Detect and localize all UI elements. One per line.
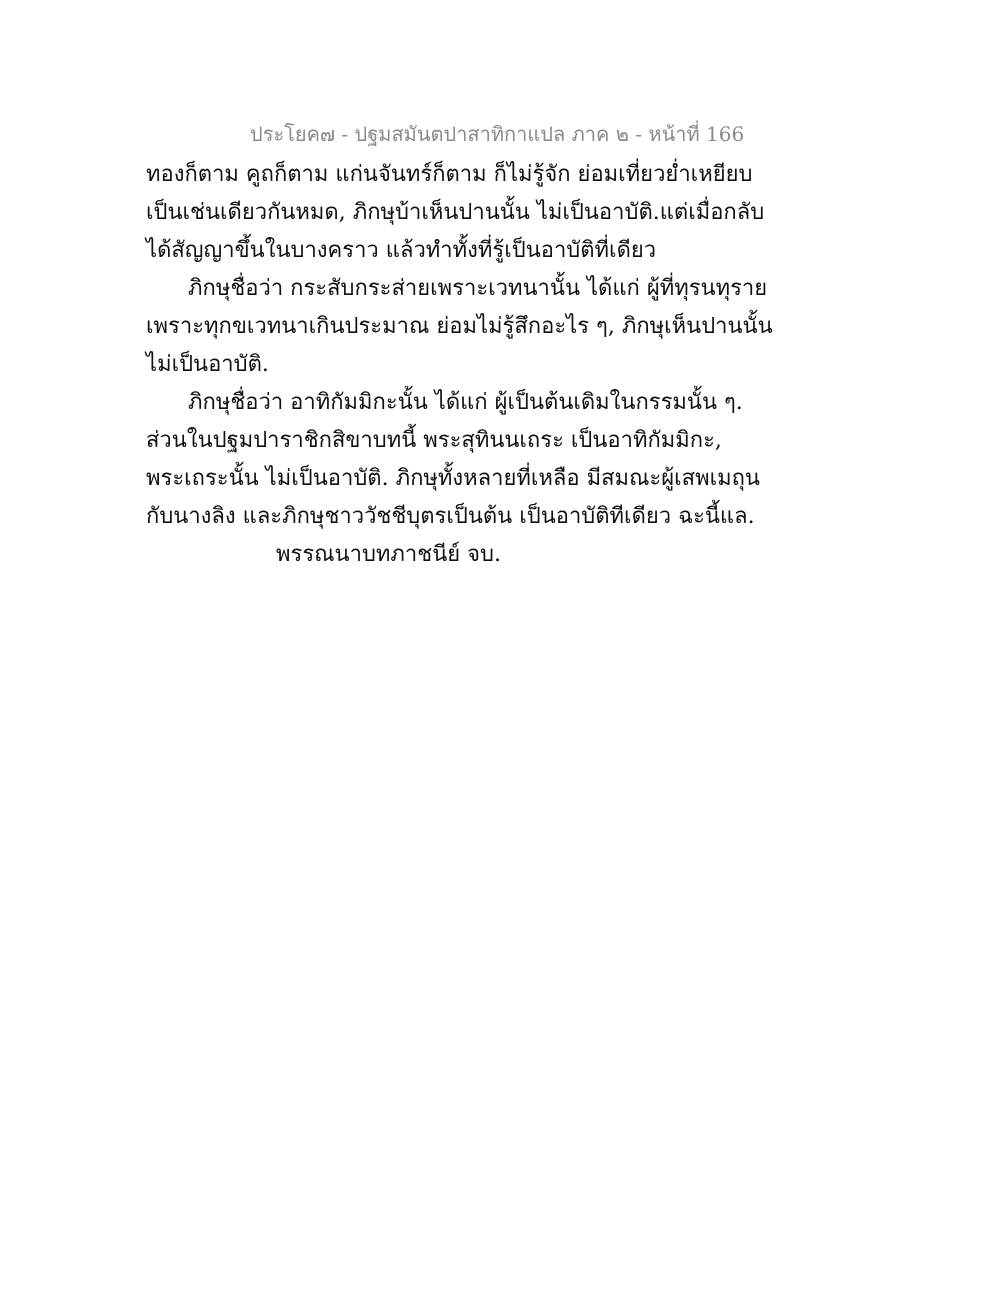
text-line: กับนางลิง และภิกษุชาววัชชีบุตรเป็นต้น เป็นอาบัติทีเดียว ฉะนี้แล. [146, 504, 755, 529]
text-line: เพราะทุกขเวทนาเกินประมาณ ย่อมไม่รู้สึกอะไร ๆ, ภิกษุเห็นปานนั้น [146, 314, 773, 339]
body-text [146, 156, 773, 574]
running-header: ประโยค๗ - ปฐมสมันตปาสาทิกาแปล ภาค ๒ - หน้าที่ 166 [250, 122, 745, 146]
text-line: ส่วนในปฐมปาราชิกสิขาบทนี้ พระสุทินนเถระ เป็นอาทิกัมมิกะ, [146, 428, 722, 453]
text-line: ไม่เป็นอาบัติ. [146, 352, 269, 377]
text-line: ทองก็ตาม คูถก็ตาม แก่นจันทร์ก็ตาม ก็ไม่รู้จัก ย่อมเที่ยวย่ำเหยียบ [146, 162, 753, 187]
paragraph-start-line: ภิกษุชื่อว่า กระสับกระส่ายเพราะเวทนานั้น ได้แก่ ผู้ที่ทุรนทุราย [188, 276, 768, 301]
paragraph-start-line: ภิกษุชื่อว่า อาทิกัมมิกะนั้น ได้แก่ ผู้เป็นต้นเดิมในกรรมนั้น ๆ. [188, 390, 743, 415]
text-line: ได้สัญญาขึ้นในบางคราว แล้วทำทั้งที่รู้เป็นอาบัติที่เดียว [146, 238, 657, 263]
section-end-line: พรรณนาบทภาชนีย์ จบ. [276, 542, 501, 567]
text-line: เป็นเช่นเดียวกันหมด, ภิกษุบ้าเห็นปานนั้น ไม่เป็นอาบัติ.แต่เมื่อกลับ [146, 200, 765, 225]
text-line: พระเถระนั้น ไม่เป็นอาบัติ. ภิกษุทั้งหลายที่เหลือ มีสมณะผู้เสพเมถุน [146, 466, 760, 491]
